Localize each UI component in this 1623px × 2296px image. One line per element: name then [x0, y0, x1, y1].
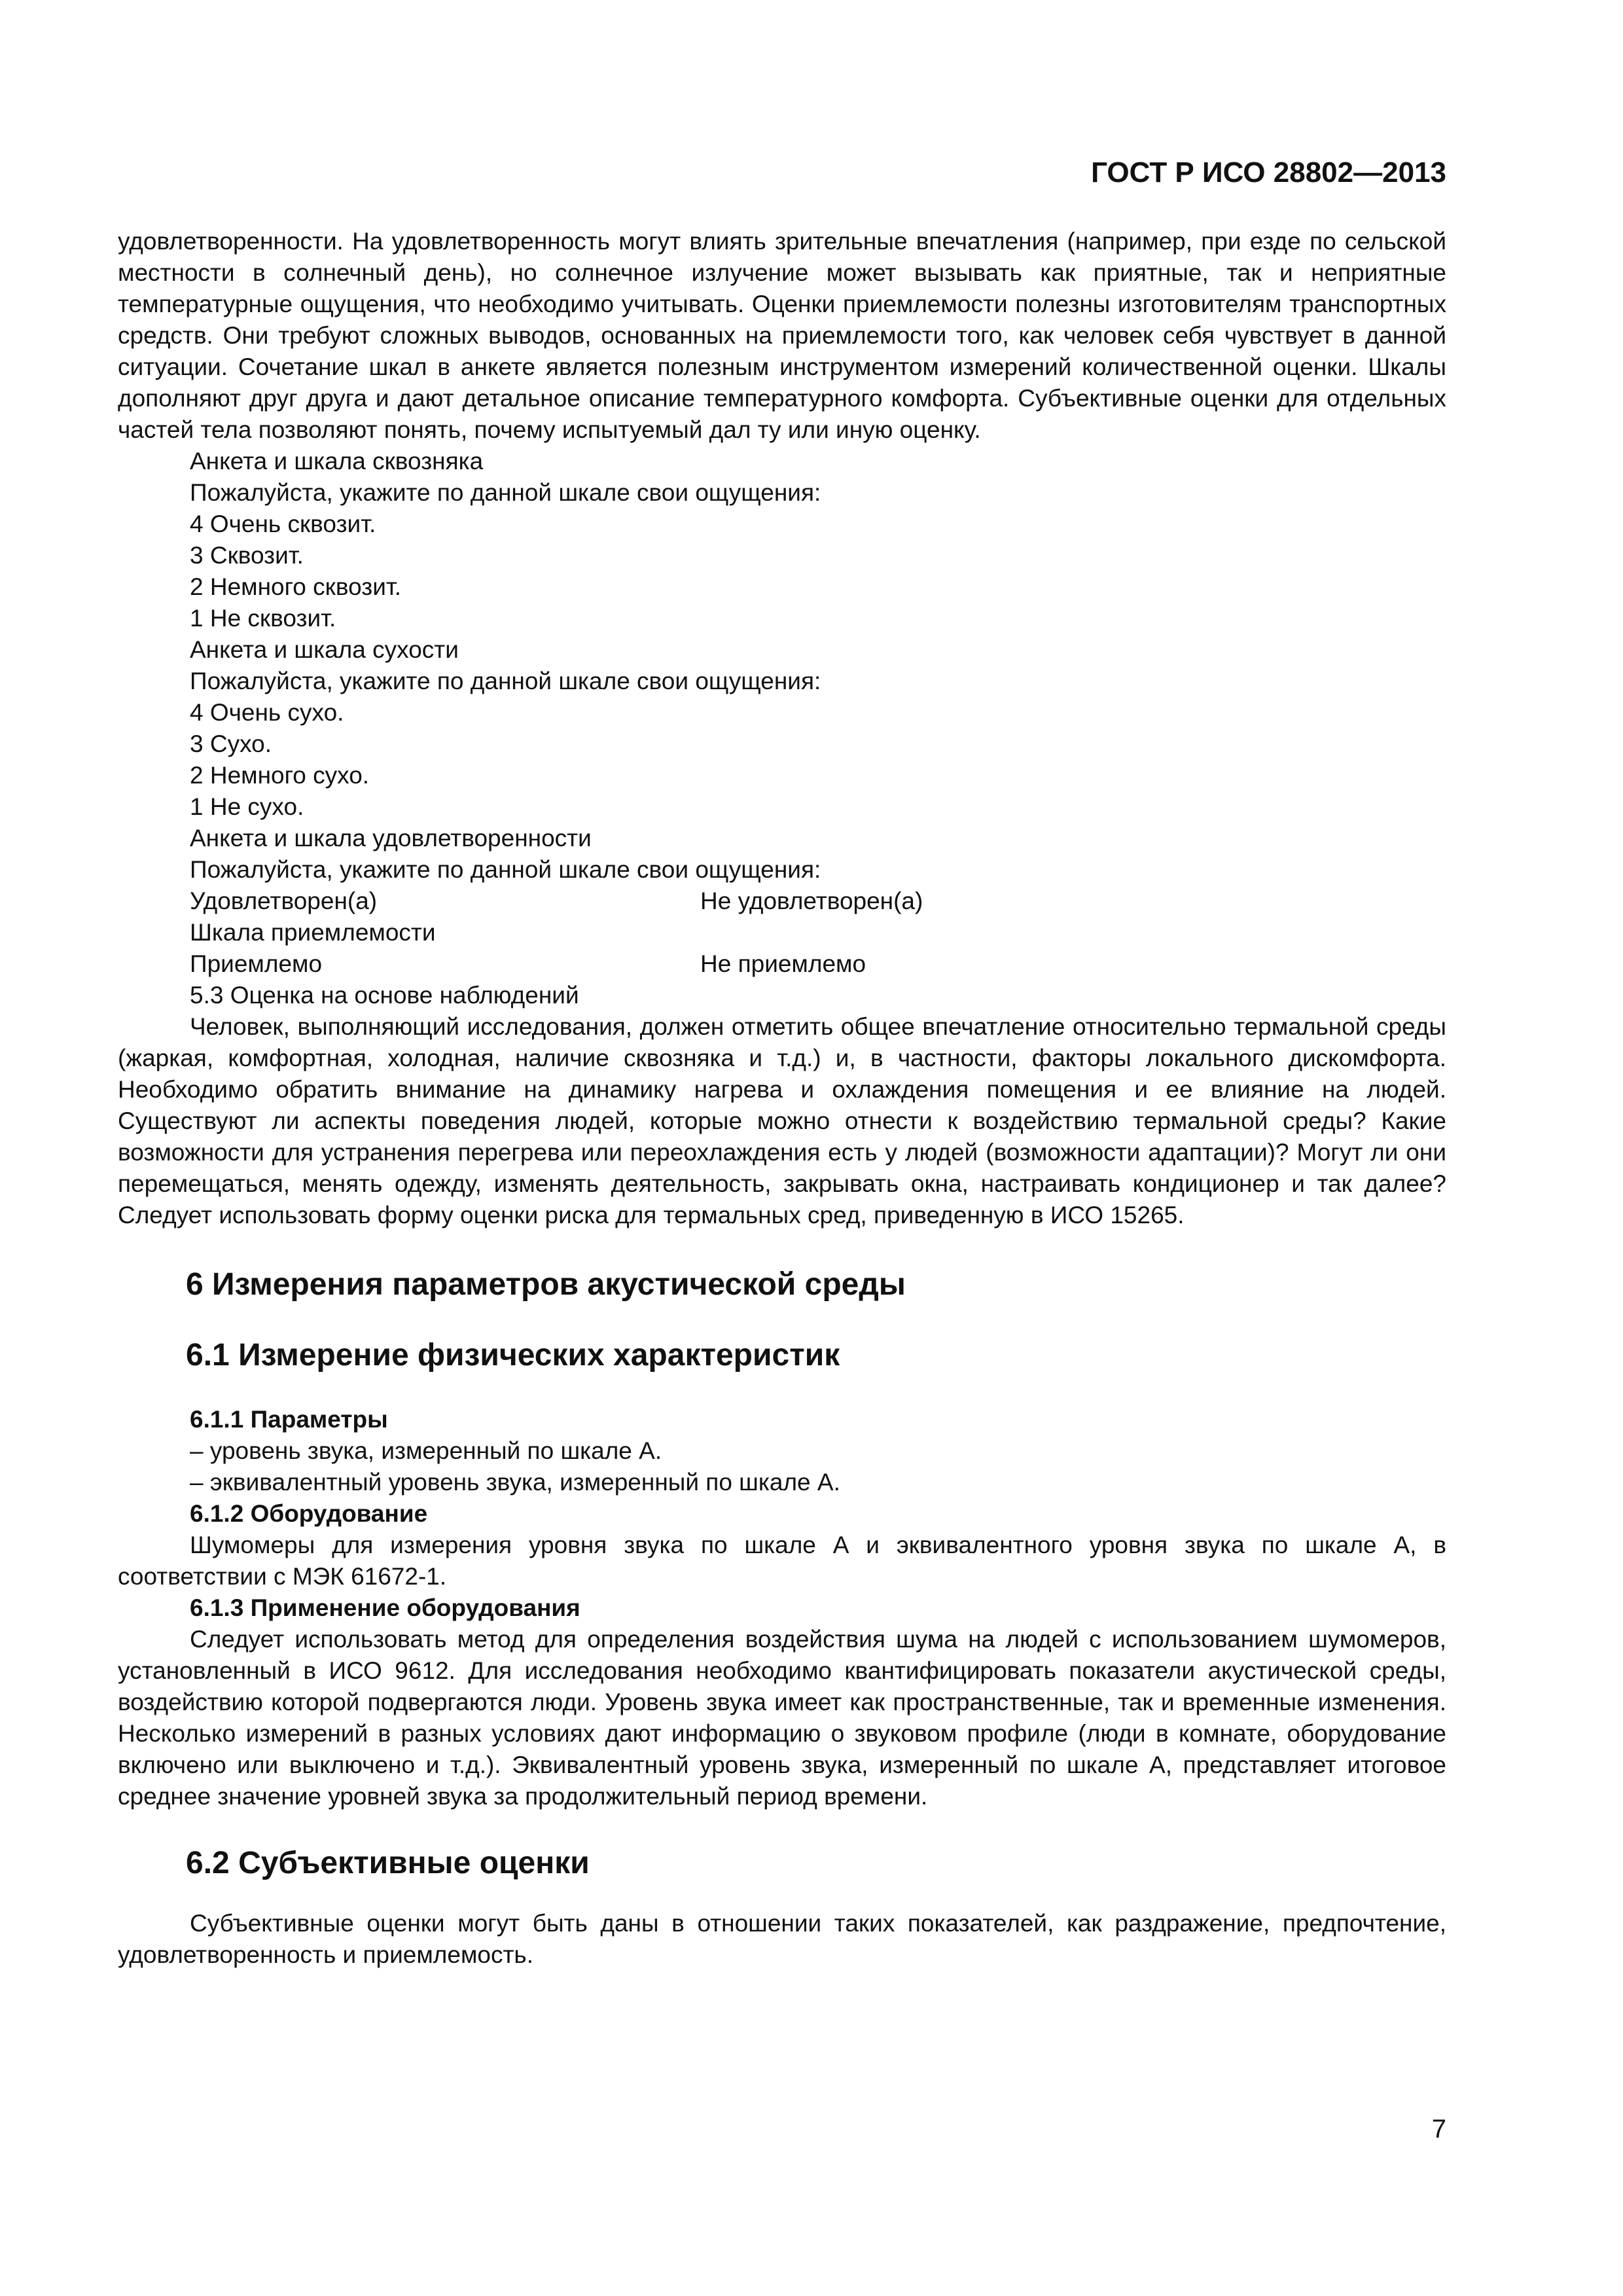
section-5-3-text: Человек, выполняющий исследования, должен отметить общее впечатление относительно термальной среды (жаркая, комфортная, холодная, наличие сквозняка и т.д.) и, в частности, факторы локального дискомфорта. Необходимо обратить внимание на динамику нагрева и охлаждения помещения и ее влияние на людей. Существуют ли аспекты поведения людей, которые можно отнести к воздействию термальной среды? Какие возможности для устранения перегрева или переохлаждения есть у людей (возможности адаптации)? Могут ли они перемещаться, менять одежду, изменять деятельность, закрывать окна, настраивать кондиционер и так далее? Следует использовать форму оценки риска для термальных сред, приведенную в ИСО 15265. — [118, 1013, 1446, 1229]
draft-scale-prompt: Пожалуйста, укажите по данной шкале свои ощущения: — [190, 479, 821, 506]
dryness-scale-option: 1 Не сухо. — [190, 793, 304, 820]
section-6-1-3-text: Следует использовать метод для определения воздействия шума на людей с использованием шумомеров, установленный в ИСО 9612. Для исследования необходимо квантифицировать показатели акустической среды, воздействию которой подвергаются люди. Уровень звука имеет как пространственные, так и временные изменения. Несколько измерений в разных условиях дают информацию о звуковом профиле (люди в комнате, оборудование включено или выключено и т.д.). Эквивалентный уровень звука, измеренный по шкале А, представляет итоговое среднее значение уровней звука за продолжительный период времени. — [118, 1626, 1446, 1810]
draft-scale-option: 2 Немного сквозит. — [190, 573, 401, 600]
draft-scale-title: Анкета и шкала сквозняка — [190, 448, 484, 475]
dryness-scale-option: 4 Очень сухо. — [190, 699, 344, 726]
acceptability-scale-title: Шкала приемлемости — [190, 919, 436, 946]
section-6-2-text: Субъективные оценки могут быть даны в отношении таких показателей, как раздражение, предпочтение, удовлетворенность и приемлемость. — [118, 1910, 1446, 1968]
satisfaction-scale-title: Анкета и шкала удовлетворенности — [190, 825, 592, 852]
acceptability-option-negative: Не приемлемо — [700, 950, 866, 977]
dryness-scale-option: 3 Сухо. — [190, 730, 272, 757]
page-number: 7 — [1431, 2115, 1446, 2144]
dryness-scale-prompt: Пожалуйста, укажите по данной шкале свои ощущения: — [190, 668, 821, 694]
draft-scale-option: 1 Не сквозит. — [190, 605, 336, 632]
document-header: ГОСТ Р ИСО 28802—2013 — [1091, 156, 1446, 188]
acceptability-scale-options — [118, 948, 1446, 980]
section-6-1-heading: 6.1 Измерение физических характеристик — [186, 1338, 840, 1372]
dryness-scale-option: 2 Немного сухо. — [190, 762, 370, 789]
section-6-1-3-heading: 6.1.3 Применение оборудования — [190, 1594, 580, 1621]
acceptability-option-positive: Приемлемо — [190, 950, 323, 977]
satisfaction-option-positive: Удовлетворен(а) — [190, 888, 378, 914]
section-5-3-heading: 5.3 Оценка на основе наблюдений — [190, 982, 579, 1009]
dryness-scale-title: Анкета и шкала сухости — [190, 636, 459, 663]
satisfaction-scale-options — [118, 886, 1446, 917]
section-6-heading: 6 Измерения параметров акустической среды — [186, 1267, 906, 1302]
satisfaction-scale-prompt: Пожалуйста, укажите по данной шкале свои ощущения: — [190, 856, 821, 883]
draft-scale-option: 4 Очень сквозит. — [190, 511, 376, 537]
parameter-item: – эквивалентный уровень звука, измеренный по шкале А. — [190, 1469, 840, 1496]
section-6-1-1-heading: 6.1.1 Параметры — [190, 1406, 388, 1433]
parameter-item: – уровень звука, измеренный по шкале А. — [190, 1437, 662, 1464]
intro-paragraph: удовлетворенности. На удовлетворенность могут влиять зрительные впечатления (например, при езде по сельской местности в солнечный день), но солнечное излучение может вызывать как приятные, так и неприятные температурные ощущения, что необходимо учитывать. Оценки приемлемости полезны изготовителям транспортных средств. Они требуют сложных выводов, основанных на приемлемости того, как человек себя чувствует в данной ситуации. Сочетание шкал в анкете является полезным инструментом измерений количественной оценки. Шкалы дополняют друг друга и дают детальное описание температурного комфорта. Субъективные оценки для отдельных частей тела позволяют понять, почему испытуемый дал ту или иную оценку. — [118, 228, 1446, 443]
section-6-1-2-text: Шумомеры для измерения уровня звука по шкале А и эквивалентного уровня звука по шкале А, в соответствии с МЭК 61672-1. — [118, 1532, 1446, 1590]
page-content — [118, 226, 1446, 1971]
section-6-1-2-heading: 6.1.2 Оборудование — [190, 1500, 428, 1527]
satisfaction-option-negative: Не удовлетворен(а) — [700, 888, 923, 914]
section-6-2-heading: 6.2 Субъективные оценки — [186, 1846, 590, 1880]
draft-scale-option: 3 Сквозит. — [190, 542, 304, 569]
